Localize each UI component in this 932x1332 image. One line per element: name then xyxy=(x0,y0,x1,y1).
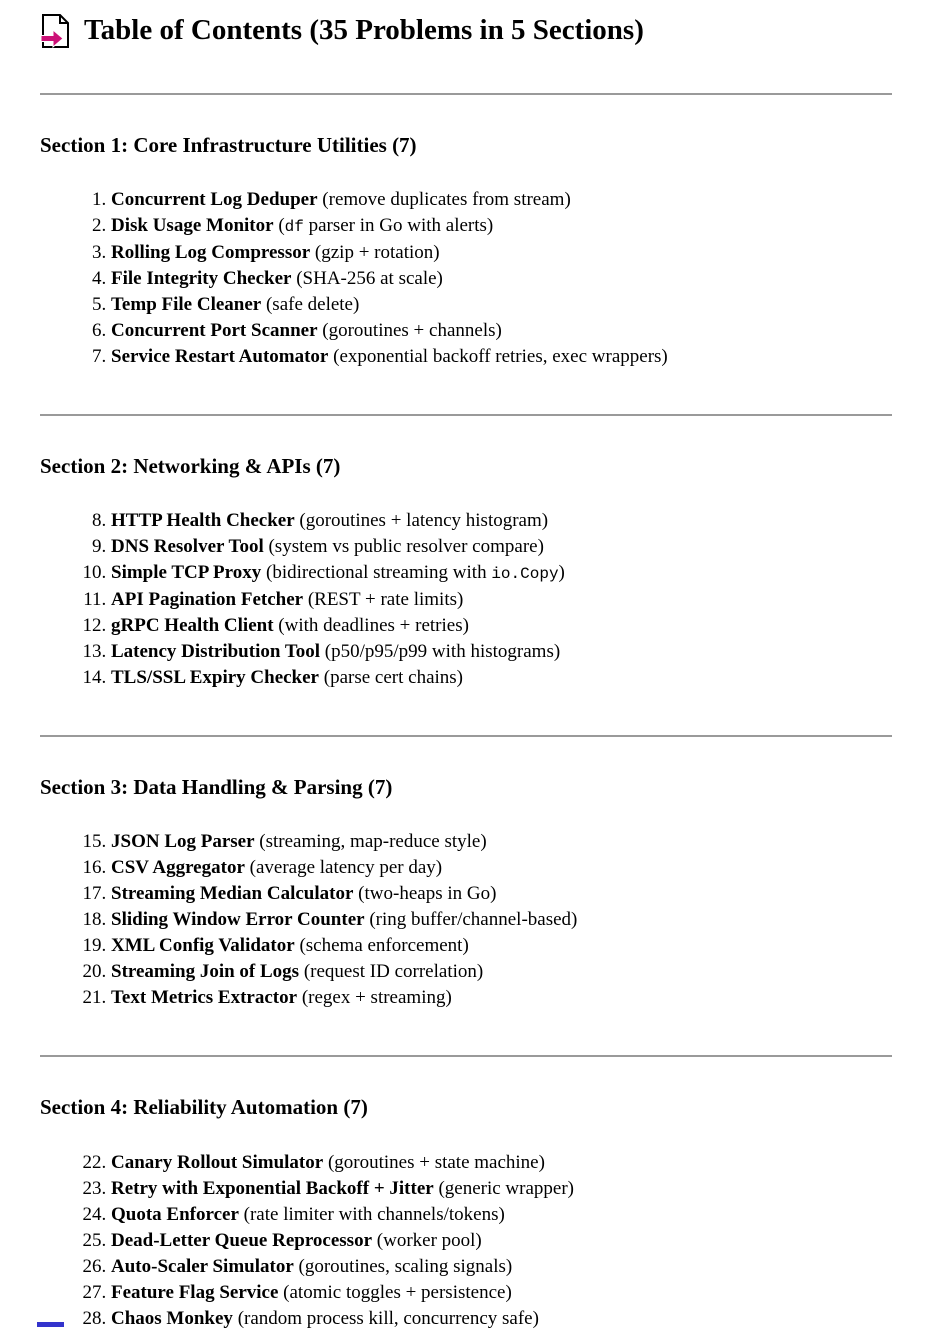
problem-item xyxy=(111,560,892,587)
problem-desc: (goroutines + state machine) xyxy=(323,1151,545,1173)
problem-desc: (worker pool) xyxy=(372,1229,482,1251)
problem-item xyxy=(111,613,892,639)
page-title xyxy=(40,14,892,48)
toc-section xyxy=(40,1055,892,1331)
section-divider xyxy=(40,93,892,95)
problem-title: Feature Flag Service xyxy=(111,1281,279,1303)
problem-title: HTTP Health Checker xyxy=(111,510,295,532)
problem-title: Dead-Letter Queue Reprocessor xyxy=(111,1229,373,1251)
problem-desc: (regex + streaming) xyxy=(297,987,452,1009)
problem-title: Concurrent Port Scanner xyxy=(111,320,318,342)
problem-title: Rolling Log Compressor xyxy=(111,242,311,264)
problem-desc: (remove duplicates from stream) xyxy=(317,189,571,211)
problem-item xyxy=(111,881,892,907)
problem-title: Auto-Scaler Simulator xyxy=(111,1255,294,1277)
problem-item xyxy=(111,985,892,1011)
problem-item xyxy=(111,855,892,881)
problem-title: gRPC Health Client xyxy=(111,615,274,637)
problem-title: Canary Rollout Simulator xyxy=(111,1151,324,1173)
problem-desc: (schema enforcement) xyxy=(294,935,469,957)
problem-title: API Pagination Fetcher xyxy=(111,589,304,611)
problem-title: Sliding Window Error Counter xyxy=(111,909,365,931)
partial-link-fragment[interactable] xyxy=(37,1322,64,1327)
problem-title: CSV Aggregator xyxy=(111,857,245,879)
problem-desc: ( xyxy=(273,215,285,237)
section-divider xyxy=(40,414,892,416)
problem-item xyxy=(111,639,892,665)
problem-title: Simple TCP Proxy xyxy=(111,562,262,584)
problem-item xyxy=(111,1202,892,1228)
problem-item xyxy=(111,344,892,370)
problem-desc: (goroutines + latency histogram) xyxy=(294,510,549,532)
problem-desc: (goroutines, scaling signals) xyxy=(293,1255,513,1277)
problem-title: TLS/SSL Expiry Checker xyxy=(111,667,319,689)
problem-desc: (random process kill, concurrency safe) xyxy=(232,1307,539,1329)
problem-item xyxy=(111,187,892,213)
problem-item xyxy=(111,534,892,560)
problem-desc: (goroutines + channels) xyxy=(317,320,502,342)
problem-title: Temp File Cleaner xyxy=(111,294,262,316)
problem-desc: (REST + rate limits) xyxy=(303,589,464,611)
problem-desc: parser in Go with alerts) xyxy=(303,215,494,237)
problem-item xyxy=(111,266,892,292)
problem-title: Latency Distribution Tool xyxy=(111,641,321,663)
section-heading: Section 3: Data Handling & Parsing (7) xyxy=(40,775,393,800)
problem-list xyxy=(40,187,892,370)
section-heading: Section 1: Core Infrastructure Utilities (7) xyxy=(40,133,417,157)
inline-code: io.Copy xyxy=(491,565,559,584)
problem-item xyxy=(111,1150,892,1176)
inline-code: df xyxy=(284,218,304,237)
section-divider xyxy=(40,1055,892,1057)
toc-body xyxy=(40,93,892,1332)
problem-desc: (two-heaps in Go) xyxy=(353,883,497,905)
problem-desc: (streaming, map-reduce style) xyxy=(254,831,487,853)
problem-title: Quota Enforcer xyxy=(111,1203,239,1225)
problem-title: Chaos Monkey xyxy=(111,1307,233,1329)
problem-title: XML Config Validator xyxy=(111,935,295,957)
problem-list xyxy=(40,508,892,691)
problem-item xyxy=(111,213,892,240)
problem-title: Streaming Join of Logs xyxy=(111,961,300,983)
problem-desc: (bidirectional streaming with xyxy=(261,562,492,584)
problem-item xyxy=(111,1254,892,1280)
problem-item xyxy=(111,959,892,985)
problem-desc: (safe delete) xyxy=(261,294,360,316)
problem-title: Streaming Median Calculator xyxy=(111,883,354,905)
problem-desc: (request ID correlation) xyxy=(299,961,484,983)
problem-desc: (ring buffer/channel-based) xyxy=(364,909,578,931)
problem-title: JSON Log Parser xyxy=(111,831,255,853)
problem-item xyxy=(111,292,892,318)
problem-desc: (atomic toggles + persistence) xyxy=(278,1281,512,1303)
problem-title: Concurrent Log Deduper xyxy=(111,189,318,211)
problem-item xyxy=(111,665,892,691)
problem-item xyxy=(111,318,892,344)
problem-item xyxy=(111,587,892,613)
problem-item xyxy=(111,1176,892,1202)
problem-desc: (p50/p95/p99 with histograms) xyxy=(320,641,561,663)
problem-item xyxy=(111,1280,892,1306)
page-title-text: Table of Contents (35 Problems in 5 Sections) xyxy=(84,14,644,47)
problem-desc: (parse cert chains) xyxy=(319,667,464,689)
section-heading: Section 4: Reliability Automation (7) xyxy=(40,1095,368,1120)
problem-list xyxy=(40,1150,892,1332)
problem-desc: (rate limiter with channels/tokens) xyxy=(238,1203,505,1225)
problem-desc: (gzip + rotation) xyxy=(310,242,440,264)
problem-item xyxy=(111,240,892,266)
problem-title: Retry with Exponential Backoff + Jitter xyxy=(111,1177,434,1199)
problem-desc: (SHA-256 at scale) xyxy=(291,268,443,290)
toc-section xyxy=(40,735,892,1011)
problem-desc: (with deadlines + retries) xyxy=(273,615,469,637)
problem-desc: (exponential backoff retries, exec wrappers) xyxy=(328,346,668,368)
problem-title: Service Restart Automator xyxy=(111,346,329,368)
page-header xyxy=(40,14,892,48)
problem-list xyxy=(40,829,892,1011)
problem-desc: ) xyxy=(558,562,565,584)
problem-item xyxy=(111,508,892,534)
problem-title: DNS Resolver Tool xyxy=(111,536,264,558)
problem-item xyxy=(111,907,892,933)
section-heading: Section 2: Networking & APIs (7) xyxy=(40,454,341,479)
problem-desc: (generic wrapper) xyxy=(433,1177,575,1199)
problem-item xyxy=(111,1228,892,1254)
problem-item xyxy=(111,829,892,855)
document-arrow-icon xyxy=(40,14,70,48)
problem-title: Text Metrics Extractor xyxy=(111,987,298,1009)
toc-section xyxy=(40,414,892,691)
problem-title: File Integrity Checker xyxy=(111,268,292,290)
problem-desc: (system vs public resolver compare) xyxy=(263,536,544,558)
problem-item xyxy=(111,933,892,959)
problem-item xyxy=(111,1306,892,1332)
problem-desc: (average latency per day) xyxy=(244,857,443,879)
section-divider xyxy=(40,735,892,737)
problem-title: Disk Usage Monitor xyxy=(111,215,274,237)
toc-section xyxy=(40,93,892,370)
